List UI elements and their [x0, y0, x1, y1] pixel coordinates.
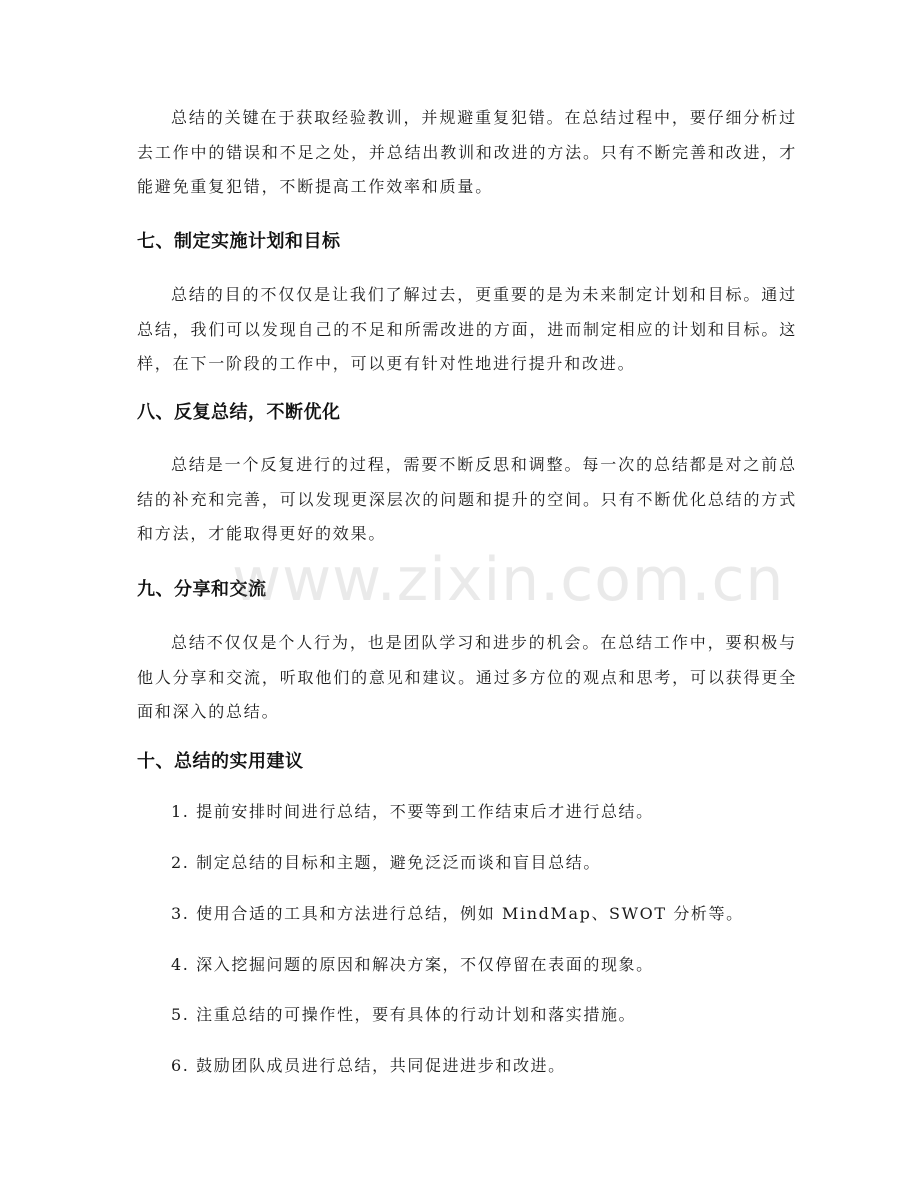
- section-7-paragraph: 总结的目的不仅仅是让我们了解过去，更重要的是为未来制定计划和目标。通过总结，我们可以发现自己的不足和所需改进的方面，进而制定相应的计划和目标。这样，在下一阶段的工作中，可以更有针对性地进行提升和改进。: [137, 285, 797, 373]
- watermark: www.zixin.com.cn: [232, 545, 785, 615]
- list-item: 3. 使用合适的工具和方法进行总结，例如 MindMap、SWOT 分析等。: [171, 904, 744, 923]
- list-item: 1. 提前安排时间进行总结，不要等到工作结束后才进行总结。: [171, 802, 654, 821]
- list-item: 6. 鼓励团队成员进行总结，共同促进进步和改进。: [171, 1056, 566, 1075]
- section-8-paragraph: 总结是一个反复进行的过程，需要不断反思和调整。每一次的总结都是对之前总结的补充和完善，可以发现更深层次的问题和提升的空间。只有不断优化总结的方式和方法，才能取得更好的效果。: [137, 455, 797, 543]
- section-7-heading: 七、制定实施计划和目标: [137, 231, 341, 252]
- section-10-heading: 十、总结的实用建议: [137, 751, 304, 772]
- section-8-heading: 八、反复总结，不断优化: [137, 402, 341, 423]
- list-item: 5. 注重总结的可操作性，要有具体的行动计划和落实措施。: [171, 1005, 637, 1024]
- list-item: 4. 深入挖掘问题的原因和解决方案，不仅停留在表面的现象。: [171, 955, 654, 974]
- list-item: 2. 制定总结的目标和主题，避免泛泛而谈和盲目总结。: [171, 853, 601, 872]
- section-9-heading: 九、分享和交流: [137, 579, 267, 600]
- section-9-paragraph: 总结不仅仅是个人行为，也是团队学习和进步的机会。在总结工作中，要积极与他人分享和交流，听取他们的意见和建议。通过多方位的观点和思考，可以获得更全面和深入的总结。: [137, 633, 797, 721]
- intro-paragraph: 总结的关键在于获取经验教训，并规避重复犯错。在总结过程中，要仔细分析过去工作中的错误和不足之处，并总结出教训和改进的方法。只有不断完善和改进，才能避免重复犯错，不断提高工作效率和质量。: [137, 108, 797, 196]
